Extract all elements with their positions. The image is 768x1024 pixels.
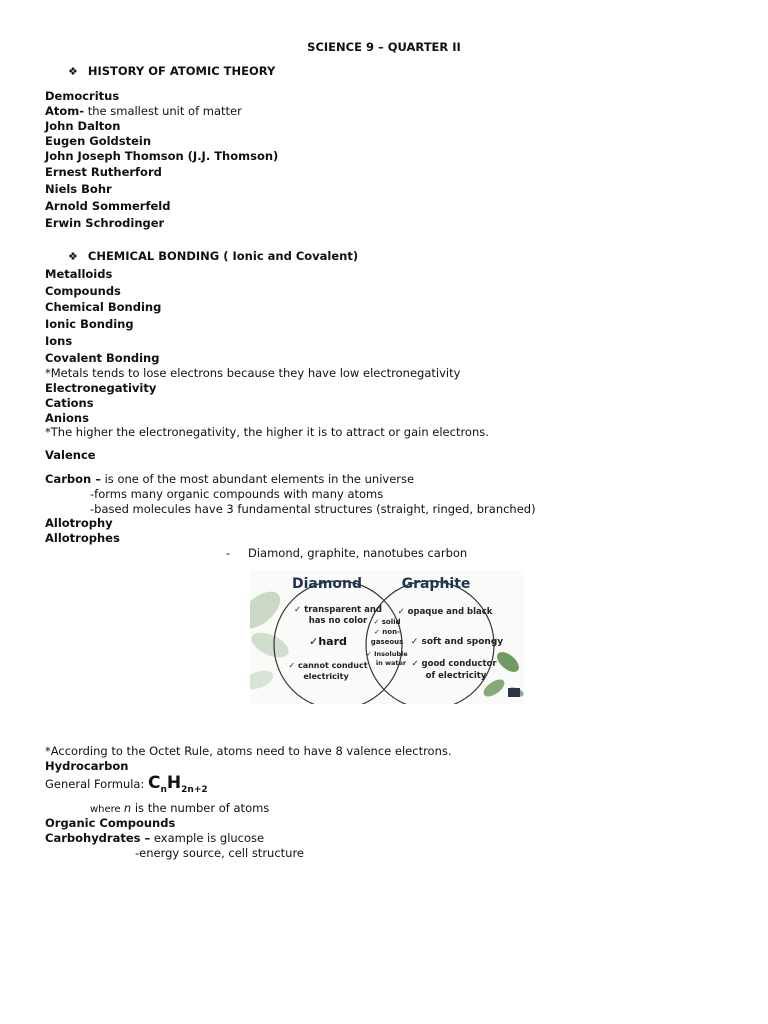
term-democritus: Democritus <box>45 89 120 103</box>
term-organic-compounds: Organic Compounds <box>45 816 176 830</box>
term-rutherford: Ernest Rutherford <box>45 165 162 179</box>
term-atom: Atom- the smallest unit of matter <box>45 104 242 118</box>
formula-explanation: where n is the number of atoms <box>90 801 270 815</box>
section-heading-chemical-bonding: ❖ CHEMICAL BONDING ( Ionic and Covalent) <box>68 249 359 263</box>
diamond-graphite-venn-diagram <box>250 570 524 704</box>
note-octet-rule: *According to the Octet Rule, atoms need to have 8 valence electrons. <box>45 744 452 758</box>
note-metals: *Metals tends to lose electrons because they have low electronegativity <box>45 366 461 380</box>
note-electronegativity: *The higher the electronegativity, the higher it is to attract or gain electrons. <box>45 425 489 439</box>
term-covalent-bonding: Covalent Bonding <box>45 351 160 365</box>
venn-graphite-item: ✓ good conductor <box>411 659 497 669</box>
venn-graphite-item: ✓ opaque and black <box>397 607 493 617</box>
term-schrodinger: Erwin Schrodinger <box>45 216 165 230</box>
venn-shared-item: in water <box>375 659 407 667</box>
venn-graphite-item: ✓ soft and spongy <box>410 637 504 647</box>
term-ionic-bonding: Ionic Bonding <box>45 317 134 331</box>
term-electronegativity: Electronegativity <box>45 381 157 395</box>
term-sommerfeld: Arnold Sommerfeld <box>45 199 171 213</box>
term-metalloids: Metalloids <box>45 267 113 281</box>
term-compounds: Compounds <box>45 284 121 298</box>
carbon-detail-2: -based molecules have 3 fundamental structures (straight, ringed, branched) <box>90 502 536 516</box>
term-allotrophy: Allotrophy <box>45 516 113 530</box>
venn-shared-item: ✓ Insoluble <box>366 650 408 658</box>
venn-shared-item: gaseous <box>370 638 404 646</box>
venn-shared-item: ✓ solid <box>373 618 401 626</box>
venn-title-graphite: Graphite <box>401 576 471 592</box>
venn-shared-item: ✓ non- <box>374 628 400 636</box>
term-ions: Ions <box>45 334 73 348</box>
term-carbon: Carbon – is one of the most abundant elements in the universe <box>45 472 415 486</box>
venn-diamond-item: electricity <box>303 672 349 681</box>
term-hydrocarbon: Hydrocarbon <box>45 759 129 773</box>
allotrophes-list: Diamond, graphite, nanotubes carbon <box>248 546 468 560</box>
venn-diamond-item: ✓ cannot conduct <box>288 661 368 670</box>
term-thomson: John Joseph Thomson (J.J. Thomson) <box>45 149 279 163</box>
venn-title-diamond: Diamond <box>291 576 363 592</box>
term-dalton: John Dalton <box>45 119 121 133</box>
general-formula: General Formula: $C_nH_{2n+2}$ <box>45 773 208 795</box>
term-goldstein: Eugen Goldstein <box>45 134 152 148</box>
term-anions: Anions <box>45 411 89 425</box>
term-cations: Cations <box>45 396 94 410</box>
term-allotrophes: Allotrophes <box>45 531 120 545</box>
carbohydrates-detail: -energy source, cell structure <box>135 846 305 860</box>
carbon-detail-1: -forms many organic compounds with many atoms <box>90 487 384 501</box>
page-title: SCIENCE 9 – QUARTER II <box>307 40 461 54</box>
venn-diamond-item: ✓hard <box>309 635 347 648</box>
venn-diamond-item: ✓ transparent and <box>294 605 382 615</box>
term-valence: Valence <box>45 448 96 462</box>
section-heading-atomic-theory: ❖ HISTORY OF ATOMIC THEORY <box>68 64 276 78</box>
diamond-bullet-icon: ❖ <box>68 250 78 263</box>
diamond-bullet-icon: ❖ <box>68 65 78 78</box>
venn-graphite-item: of electricity <box>425 671 487 681</box>
term-carbohydrates: Carbohydrates – example is glucose <box>45 831 265 845</box>
venn-diamond-item: has no color <box>308 616 368 626</box>
term-chemical-bonding: Chemical Bonding <box>45 300 162 314</box>
list-dash: - <box>226 546 231 560</box>
term-bohr: Niels Bohr <box>45 182 112 196</box>
corner-graphic-icon <box>508 688 520 697</box>
